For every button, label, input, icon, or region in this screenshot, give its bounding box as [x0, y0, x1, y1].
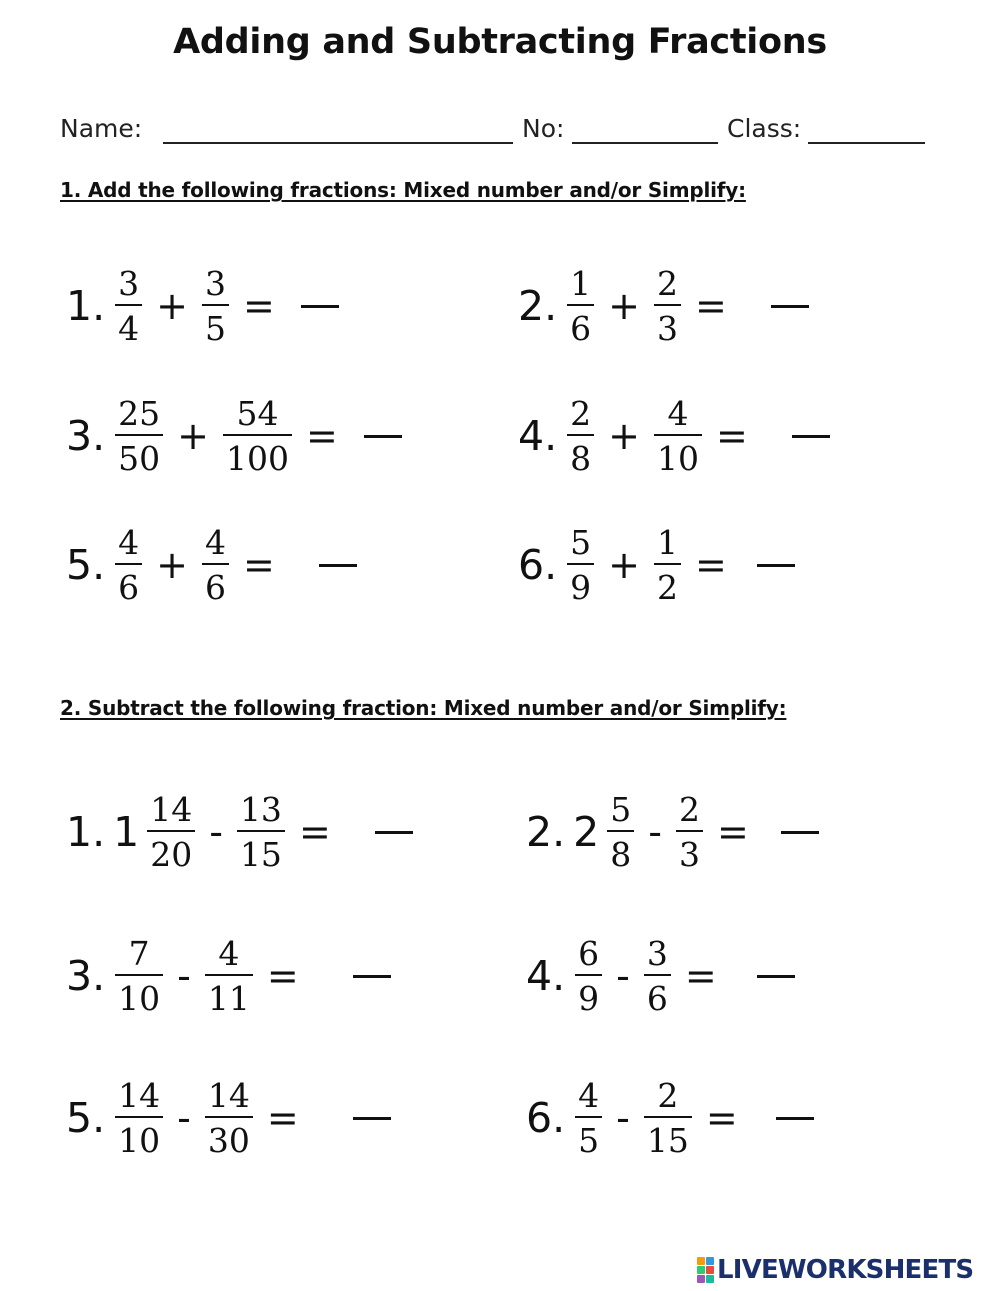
subtraction-problem: [66, 916, 391, 1036]
answer-blank[interactable]: [757, 564, 795, 567]
logo-block: [697, 1257, 705, 1265]
numerator: 4: [667, 394, 689, 433]
fraction: [113, 934, 165, 1018]
equals-sign: =: [715, 414, 748, 458]
fraction: [565, 523, 596, 607]
numerator: 1: [656, 523, 678, 562]
numerator: 4: [218, 934, 240, 973]
no-label: No:: [522, 114, 565, 143]
problem-label: 4.: [526, 952, 566, 1000]
denominator: 6: [570, 309, 592, 348]
problem-label: 6.: [526, 1094, 566, 1142]
denominator: 3: [656, 309, 678, 348]
numerator: 4: [204, 523, 226, 562]
denominator: 15: [239, 835, 282, 874]
equals-sign: =: [242, 543, 275, 587]
answer-blank[interactable]: [781, 831, 819, 834]
denominator: 10: [656, 439, 699, 478]
addition-problem: [66, 246, 339, 366]
numerator: 6: [578, 934, 600, 973]
whole-number: 2: [573, 808, 600, 856]
minus-operator: -: [648, 810, 662, 854]
fraction: [565, 264, 596, 348]
answer-blank[interactable]: [757, 975, 795, 978]
problem-label: 3.: [66, 952, 106, 1000]
denominator: 30: [207, 1121, 250, 1160]
numerator: 13: [239, 790, 282, 829]
numerator: 14: [118, 1076, 161, 1115]
minus-operator: -: [209, 810, 223, 854]
minus-operator: -: [177, 954, 191, 998]
denominator: 5: [578, 1121, 600, 1160]
fraction: [113, 264, 144, 348]
answer-blank[interactable]: [353, 1117, 391, 1120]
answer-blank[interactable]: [301, 305, 339, 308]
plus-operator: +: [156, 284, 188, 328]
denominator: 6: [646, 979, 668, 1018]
equals-sign: =: [716, 810, 749, 854]
answer-blank[interactable]: [375, 831, 413, 834]
minus-operator: -: [177, 1096, 191, 1140]
denominator: 15: [646, 1121, 689, 1160]
subtraction-problem: [66, 772, 413, 892]
numerator: 2: [657, 1076, 679, 1115]
fraction: [200, 264, 231, 348]
subtraction-problem: [66, 1058, 391, 1178]
answer-blank[interactable]: [776, 1117, 814, 1120]
denominator: 10: [118, 979, 161, 1018]
denominator: 50: [118, 439, 161, 478]
equals-sign: =: [705, 1096, 738, 1140]
logo-block: [706, 1266, 714, 1274]
fraction: [221, 394, 294, 478]
equals-sign: =: [242, 284, 275, 328]
equals-sign: =: [684, 954, 717, 998]
fraction: [573, 934, 604, 1018]
answer-blank[interactable]: [353, 975, 391, 978]
numerator: 3: [646, 934, 668, 973]
fraction: [235, 790, 287, 874]
fraction: [203, 1076, 255, 1160]
addition-problem: [66, 376, 402, 496]
addition-problem: [518, 246, 809, 366]
denominator: 9: [578, 979, 600, 1018]
fraction: [642, 934, 673, 1018]
equals-sign: =: [298, 810, 331, 854]
numerator: 14: [207, 1076, 250, 1115]
equals-sign: =: [266, 954, 299, 998]
addition-problem: [66, 505, 357, 625]
numerator: 4: [578, 1076, 600, 1115]
fraction: [113, 1076, 165, 1160]
answer-blank[interactable]: [771, 305, 809, 308]
logo-block: [697, 1266, 705, 1274]
section-addition-heading: 1. Add the following fractions: Mixed number and/or Simplify:: [60, 178, 746, 202]
name-field[interactable]: [163, 142, 513, 144]
answer-blank[interactable]: [792, 435, 830, 438]
denominator: 10: [118, 1121, 161, 1160]
problem-label: 1.: [66, 282, 106, 330]
numerator: 5: [570, 523, 592, 562]
fraction: [652, 264, 683, 348]
numerator: 2: [656, 264, 678, 303]
denominator: 8: [610, 835, 632, 874]
problem-label: 3.: [66, 412, 106, 460]
number-field[interactable]: [572, 142, 718, 144]
problem-label: 1.: [66, 808, 106, 856]
numerator: 1: [570, 264, 592, 303]
logo-block: [697, 1275, 705, 1283]
plus-operator: +: [608, 543, 640, 587]
denominator: 6: [118, 568, 140, 607]
numerator: 25: [118, 394, 161, 433]
numerator: 2: [570, 394, 592, 433]
addition-problem: [518, 376, 830, 496]
equals-sign: =: [305, 414, 338, 458]
denominator: 20: [150, 835, 193, 874]
equals-sign: =: [694, 543, 727, 587]
numerator: 2: [678, 790, 700, 829]
problem-label: 2.: [526, 808, 566, 856]
fraction: [642, 1076, 694, 1160]
fraction: [200, 523, 231, 607]
page-title: Adding and Subtracting Fractions: [173, 22, 827, 62]
numerator: 3: [204, 264, 226, 303]
subtraction-problem: [526, 916, 795, 1036]
minus-operator: -: [616, 954, 630, 998]
plus-operator: +: [608, 284, 640, 328]
denominator: 9: [570, 568, 592, 607]
name-label: Name:: [60, 114, 143, 143]
class-field[interactable]: [808, 142, 925, 144]
problem-label: 6.: [518, 541, 558, 589]
fraction: [113, 523, 144, 607]
logo-block: [706, 1257, 714, 1265]
plus-operator: +: [608, 414, 640, 458]
subtraction-problem: [526, 772, 819, 892]
section-subtraction-heading: 2. Subtract the following fraction: Mixed number and/or Simplify:: [60, 696, 787, 720]
fraction: [113, 394, 165, 478]
class-label: Class:: [727, 114, 802, 143]
denominator: 6: [204, 568, 226, 607]
denominator: 2: [656, 568, 678, 607]
denominator: 4: [118, 309, 140, 348]
liveworksheets-logo: [697, 1253, 973, 1287]
numerator: 5: [610, 790, 632, 829]
answer-blank[interactable]: [319, 564, 357, 567]
subtraction-problem: [526, 1058, 814, 1178]
equals-sign: =: [266, 1096, 299, 1140]
addition-problem: [518, 505, 795, 625]
fraction: [652, 523, 683, 607]
answer-blank[interactable]: [364, 435, 402, 438]
denominator: 8: [570, 439, 592, 478]
minus-operator: -: [616, 1096, 630, 1140]
fraction: [145, 790, 197, 874]
numerator: 4: [118, 523, 140, 562]
plus-operator: +: [156, 543, 188, 587]
fraction: [565, 394, 596, 478]
fraction: [652, 394, 704, 478]
denominator: 100: [225, 439, 289, 478]
problem-label: 4.: [518, 412, 558, 460]
denominator: 11: [207, 979, 250, 1018]
numerator: 3: [118, 264, 140, 303]
fraction: [605, 790, 636, 874]
plus-operator: +: [177, 414, 209, 458]
whole-number: 1: [113, 808, 140, 856]
fraction: [573, 1076, 604, 1160]
numerator: 14: [150, 790, 193, 829]
equals-sign: =: [694, 284, 727, 328]
logo-block: [706, 1275, 714, 1283]
fraction: [674, 790, 705, 874]
problem-label: 5.: [66, 541, 106, 589]
numerator: 54: [236, 394, 279, 433]
fraction: [203, 934, 255, 1018]
denominator: 3: [678, 835, 700, 874]
problem-label: 5.: [66, 1094, 106, 1142]
numerator: 7: [128, 934, 150, 973]
denominator: 5: [204, 309, 226, 348]
problem-label: 2.: [518, 282, 558, 330]
brand-text: LIVEWORKSHEETS: [717, 1255, 974, 1285]
liveworksheets-blocks-icon: [697, 1257, 714, 1283]
